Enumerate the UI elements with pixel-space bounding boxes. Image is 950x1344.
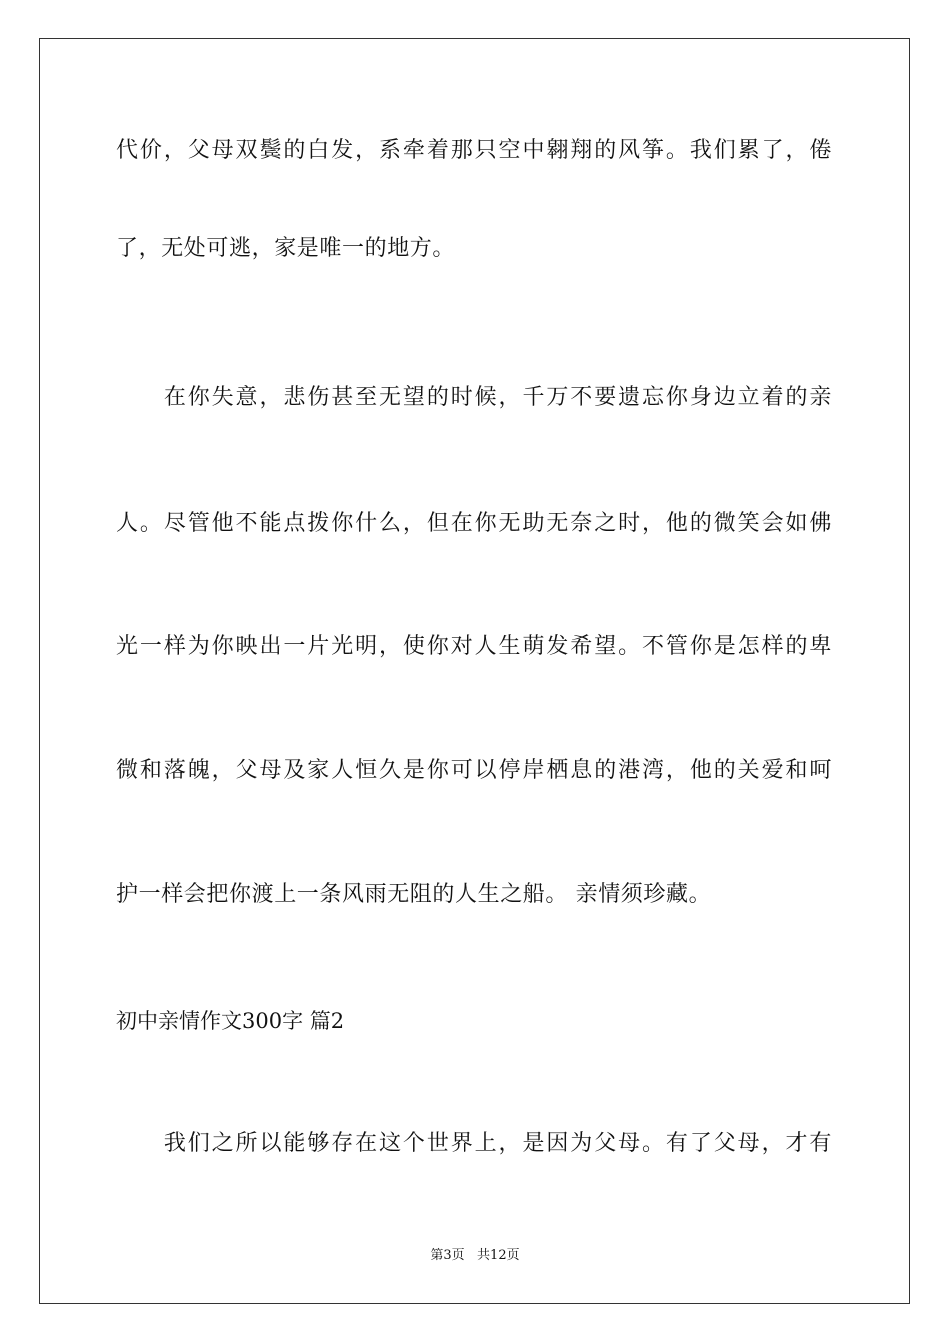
paragraph-line-1: 代价，父母双鬓的白发，系牵着那只空中翱翔的风筝。我们累了，倦 [116, 138, 832, 163]
section-heading: 初中亲情作文300字 篇2 [116, 1009, 345, 1033]
paragraph-line-2: 了，无处可逃，家是唯一的地方。 [116, 236, 456, 261]
paragraph-line-4: 人。尽管他不能点拨你什么，但在你无助无奈之时，他的微笑会如佛 [116, 511, 832, 536]
paragraph-line-7: 护一样会把你渡上一条风雨无阻的人生之船。 亲情须珍藏。 [116, 882, 712, 907]
page-number-footer: 第3页 共12页 [430, 1248, 520, 1263]
paragraph-line-6: 微和落魄，父母及家人恒久是你可以停岸栖息的港湾，他的关爱和呵 [116, 758, 832, 783]
page-border [39, 38, 910, 1304]
paragraph-line-8: 我们之所以能够存在这个世界上，是因为父母。有了父母，才有 [116, 1131, 832, 1156]
paragraph-line-3: 在你失意，悲伤甚至无望的时候，千万不要遗忘你身边立着的亲 [116, 385, 832, 410]
paragraph-line-5: 光一样为你映出一片光明，使你对人生萌发希望。不管你是怎样的卑 [116, 634, 832, 659]
